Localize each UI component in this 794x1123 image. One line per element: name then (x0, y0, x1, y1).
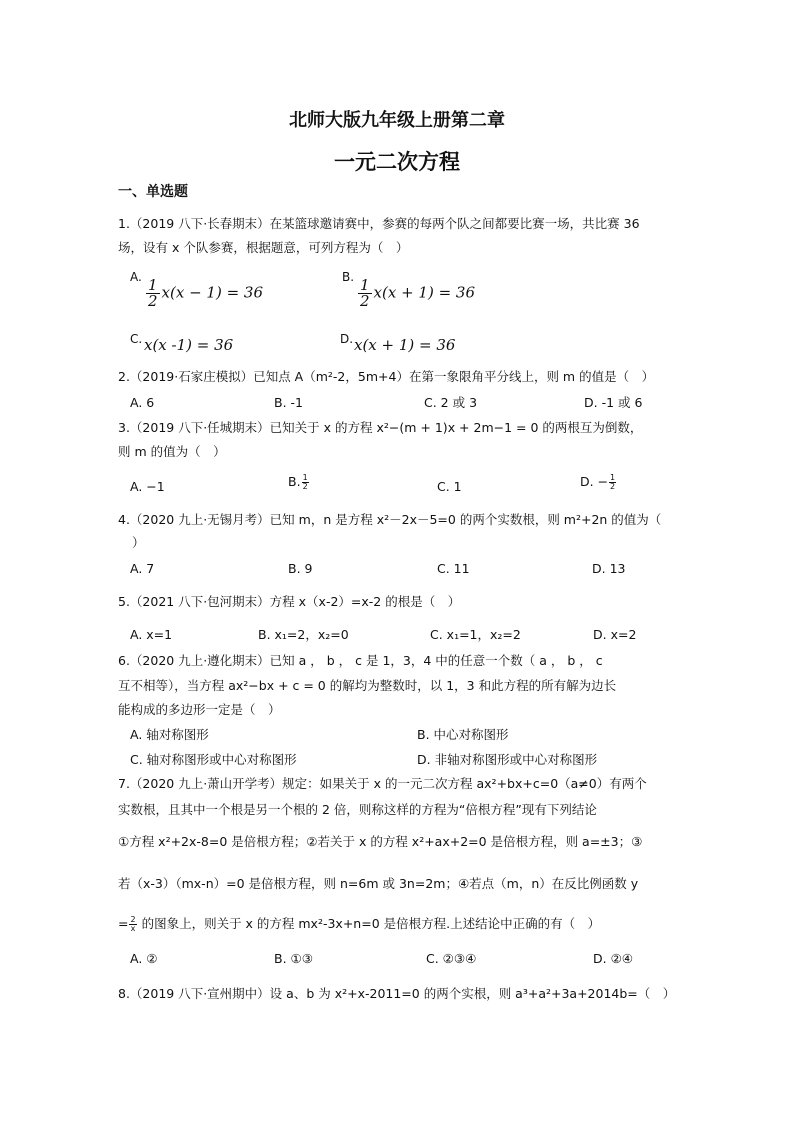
q1-a-expression: x(x − 1) = 36 (161, 283, 264, 302)
q7-line3: ①方程 x²+2x-8=0 是倍根方程；②若关于 x 的方程 x²+ax+2=0 是倍根方程，则 a=±3；③ (118, 834, 643, 849)
q7-line5-text: 的图象上，则关于 x 的方程 mx²-3x+n=0 是倍根方程.上述结论中正确的有（ ） (141, 916, 601, 931)
q3-option-a[interactable]: A. −1 (130, 479, 165, 494)
q3-b-fraction: $\frac{1}{2}$ (302, 473, 308, 491)
q2-option-c[interactable]: C. 2 或 3 (424, 395, 478, 410)
q6-option-d[interactable]: D. 非轴对称图形或中心对称图形 (417, 752, 598, 767)
q6-option-b[interactable]: B. 中心对称图形 (417, 727, 509, 742)
q7-line1: 7.（2020 九上·萧山开学考）规定：如果关于 x 的一元二次方程 ax²+bx+c=0（a≠0）有两个 (118, 776, 647, 791)
q4-option-c[interactable]: C. 11 (437, 561, 470, 576)
q7-line5 (118, 916, 600, 933)
q1-line2: 场，设有 x 个队参赛，根据题意，可列方程为（ ） (118, 240, 409, 255)
q6-option-a[interactable]: A. 轴对称图形 (130, 727, 209, 742)
q1-b-fraction: $\frac{1}{2}$ (360, 276, 370, 310)
q7-fraction-2-over-x: $\frac{2}{x}$ (130, 915, 136, 933)
q4-option-d[interactable]: D. 13 (592, 561, 626, 576)
q6-line1: 6.（2020 九上·遵化期末）已知 a ， b ， c 是 1，3，4 中的任意一个数（ a ， b ， c (118, 653, 603, 668)
q3-option-b[interactable] (288, 474, 310, 491)
q4-line2: ） (132, 535, 145, 550)
section-heading: 一、单选题 (118, 184, 188, 200)
q3-line1: 3.（2019 八下·任城期末）已知关于 x 的方程 x²−(m + 1)x + 2m−1 = 0 的两根互为倒数， (118, 420, 643, 435)
q7-option-b[interactable]: B. ①③ (274, 951, 313, 966)
q1-d-expression: x(x + 1) = 36 (354, 336, 456, 354)
q4-option-a[interactable]: A. 7 (130, 561, 155, 576)
q7-line4: 若（x-3）（mx-n）=0 是倍根方程，则 n=6m 或 3n=2m；④若点（m，n）在反比例函数 y (118, 876, 639, 891)
q5-option-c[interactable]: C. x₁=1，x₂=2 (430, 627, 521, 642)
q3-option-c[interactable]: C. 1 (437, 479, 462, 494)
worksheet-subtitle: 一元二次方程 (334, 150, 460, 174)
q1-option-d-label: D. (340, 332, 354, 346)
q2-option-d[interactable]: D. -1 或 6 (584, 395, 643, 410)
q2-option-b[interactable]: B. -1 (274, 395, 303, 410)
q8-line1: 8.（2019 八下·宣州期中）设 a、b 为 x²+x-2011=0 的两个实根，则 a³+a²+3a+2014b=（ ） (118, 986, 676, 1001)
q5-option-a[interactable]: A. x=1 (130, 627, 173, 642)
q6-option-c[interactable]: C. 轴对称图形或中心对称图形 (130, 752, 297, 767)
q5-option-d[interactable]: D. x=2 (593, 627, 637, 642)
q7-option-a[interactable]: A. ② (130, 951, 158, 966)
q1-b-expression: x(x + 1) = 36 (373, 283, 476, 302)
worksheet-title: 北师大版九年级上册第二章 (289, 110, 505, 131)
q7-line2: 实数根，且其中一个根是另一个根的 2 倍，则称这样的方程为“倍根方程”现有下列结论 (118, 802, 597, 817)
q5-line1: 5.（2021 八下·包河期末）方程 x（x-2）=x-2 的根是（ ） (118, 594, 461, 609)
q6-line3: 能构成的多边形一定是（ ） (118, 702, 281, 717)
q3-option-d[interactable] (580, 474, 617, 491)
q3-d-fraction: $\frac{1}{2}$ (610, 473, 616, 491)
q6-line2: 互不相等），当方程 ax²−bx + c = 0 的解均为整数时，以 1，3 和此方程的所有解为边长 (118, 678, 617, 693)
q7-option-d[interactable]: D. ②④ (593, 951, 633, 966)
q5-option-b[interactable]: B. x₁=2，x₂=0 (258, 627, 349, 642)
q7-line5-equals: = (118, 916, 129, 931)
q1-option-b-label: B. (342, 270, 355, 284)
q1-line1: 1.（2019 八下·长春期末）在某篮球邀请赛中，参赛的每两个队之间都要比赛一场，共比赛 36 (118, 216, 640, 231)
q2-line1: 2.（2019·石家庄模拟）已知点 A（m²-2，5m+4）在第一象限角平分线上，则 m 的值是（ ） (118, 369, 655, 384)
q4-option-b[interactable]: B. 9 (288, 561, 313, 576)
q2-option-a[interactable]: A. 6 (130, 395, 155, 410)
q1-c-expression: x(x -1) = 36 (144, 336, 234, 354)
q3-option-d-label: D. − (580, 474, 609, 489)
q7-option-c[interactable]: C. ②③④ (426, 951, 477, 966)
q1-option-c-label: C. (130, 332, 143, 346)
q4-line1: 4.（2020 九上·无锡月考）已知 m，n 是方程 x²－2x－5=0 的两个实数根，则 m²+2n 的值为（ (118, 512, 662, 527)
q3-option-b-label: B. (288, 474, 301, 489)
q1-a-fraction: $\frac{1}{2}$ (148, 276, 158, 310)
q3-line2: 则 m 的值为（ ） (118, 444, 226, 459)
q1-option-a-label: A. (130, 270, 142, 284)
